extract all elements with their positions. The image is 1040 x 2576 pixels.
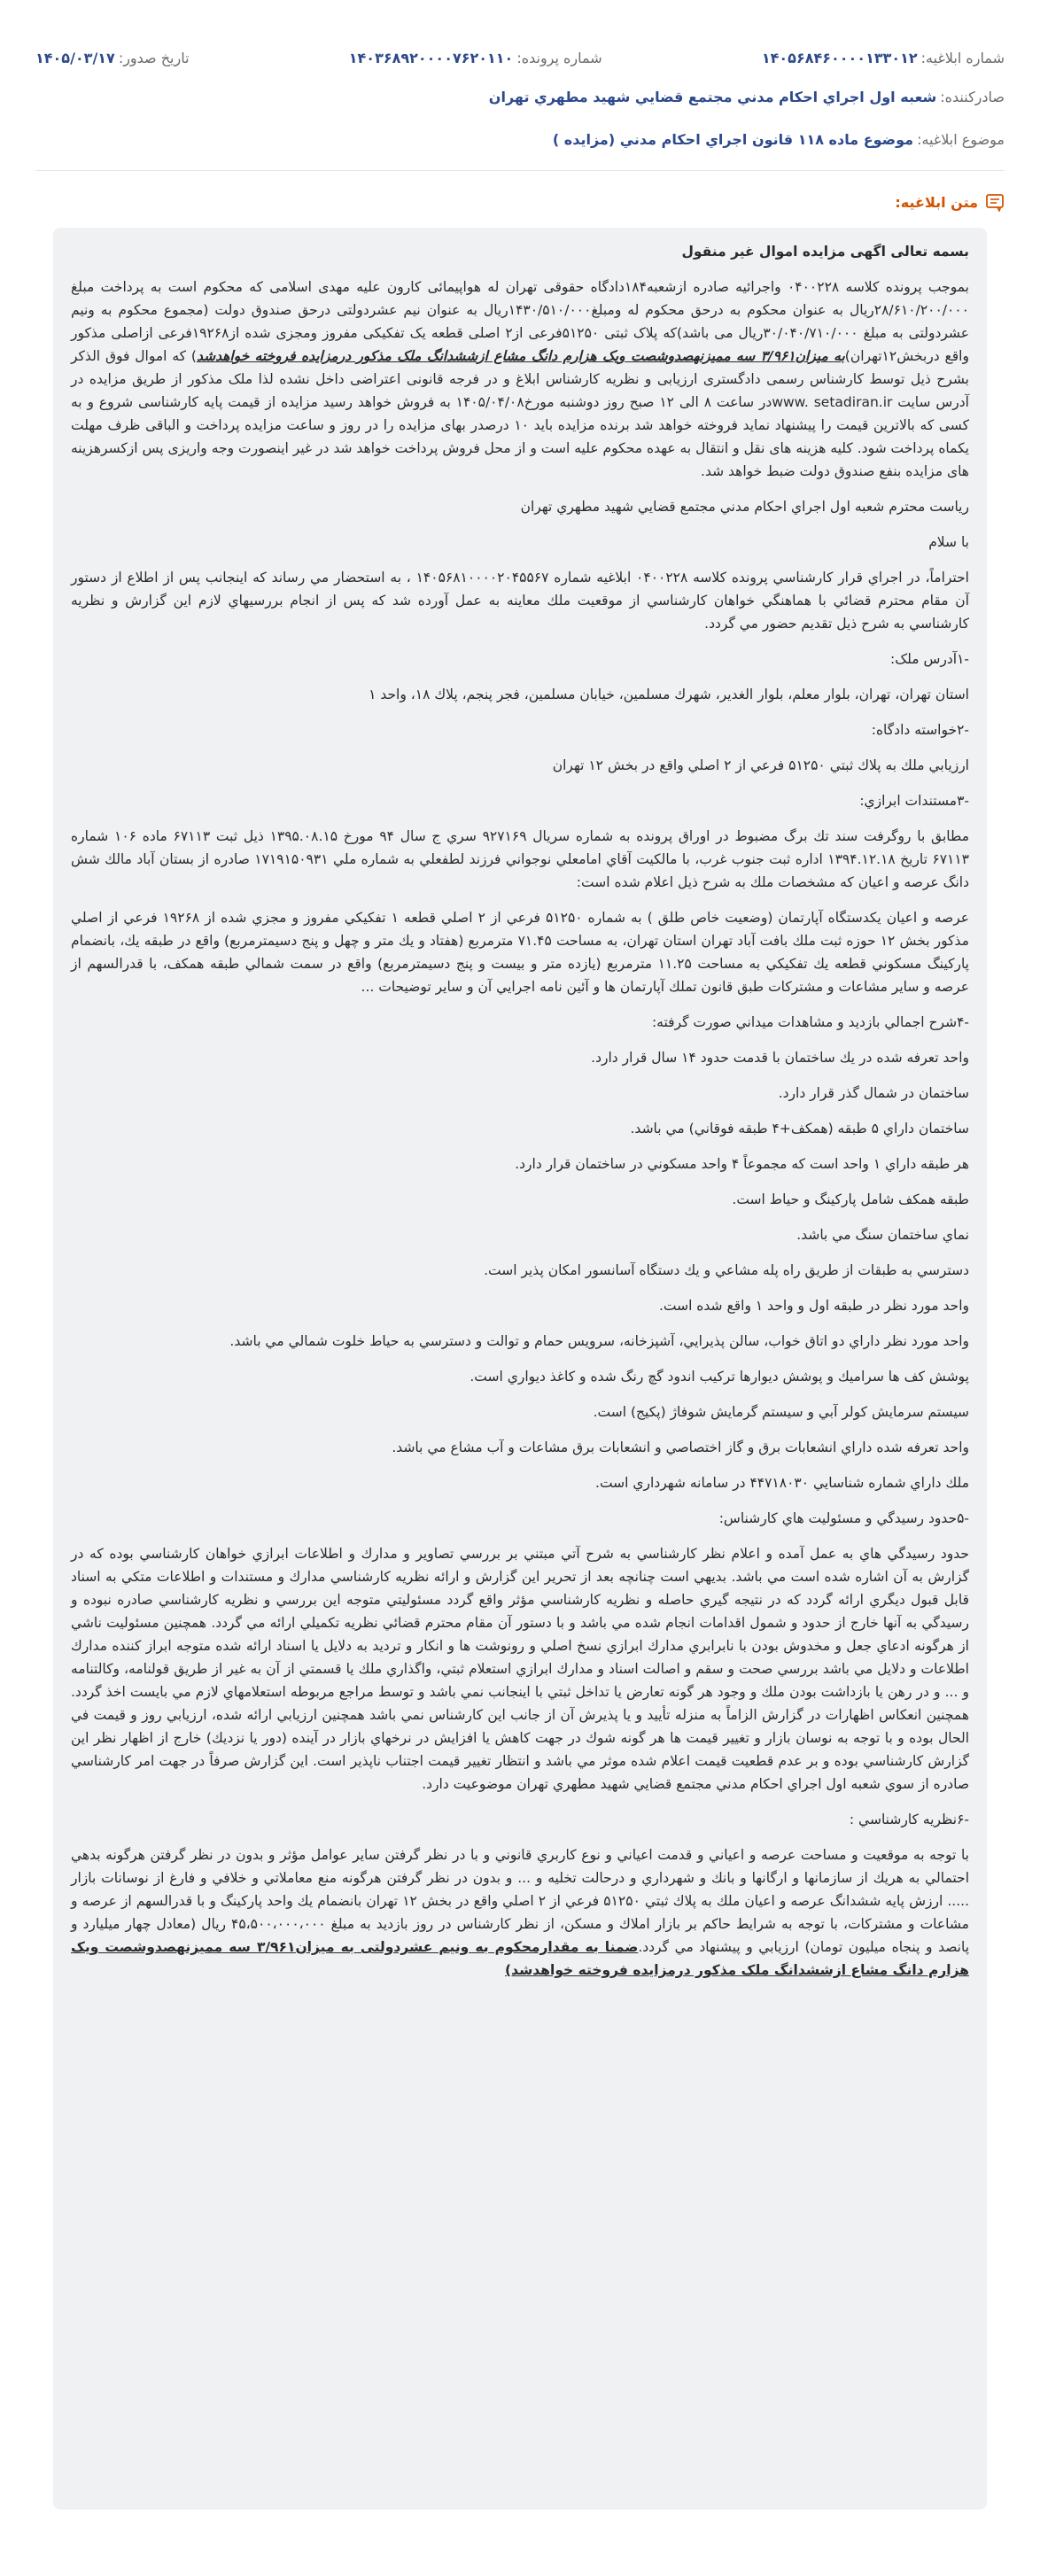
paragraph: استان تهران، تهران، بلوار معلم، بلوار الغدير، شهرك مسلمين، خيابان مسلمين، فجر پنجم، پلاك ۱۸، واحد ۱ xyxy=(369,687,969,702)
list-item: واحد تعرفه شده در يك ساختمان با قدمت حدود ۱۴ سال قرار دارد. xyxy=(591,1050,969,1066)
case-number-value: ۱۴۰۳۶۸۹۲۰۰۰۰۷۶۲۰۱۱۰ xyxy=(348,49,514,66)
issue-date-label: تاريخ صدور: xyxy=(118,49,190,66)
issuer-label: صادرکننده: xyxy=(940,89,1005,105)
auction-share-emphasis: به میزان۳/۹۶۱ سه ممیزنهصدوشصت ویک هزارم دانگ مشاع ازششدانگ ملک مذکور درمزایده فروخته خواهدشد xyxy=(196,348,845,364)
section-heading: -۵حدود رسيدگي و مسئوليت هاي كارشناس: xyxy=(718,1510,969,1526)
paragraph: احتراماً، در اجراي قرار كارشناسي پرونده كلاسه ۰۴۰۰۲۲۸ ابلاغيه شماره ۱۴۰۵۶۸۱۰۰۰۰۲۰۴۵۵۶۷ ، به استحضار مي رساند كه اينجانب پس از اطلاع از دستور آن مقام محترم قضائي با هماهنگي خواهان كارشناسي از موقعيت ملك معاينه به عمل آورده شد كه پس از انجام بررسيهاي لازم اين گزارش و نظريه كارشناسي به شرح ذيل تقديم حضور مي گردد. xyxy=(71,570,969,632)
issue-date xyxy=(35,50,190,66)
notice-number-label: شماره ابلاغيه: xyxy=(920,49,1005,66)
section-heading: -۲خواسته دادگاه: xyxy=(871,722,969,738)
notice-title: متن ابلاغيه: xyxy=(895,193,978,211)
list-item: ساختمان در شمال گذر قرار دارد. xyxy=(778,1085,969,1101)
section-heading: -۱آدرس ملک: xyxy=(890,651,969,667)
list-item: سيستم سرمايش كولر آبي و سيستم گرمايش شوفاژ (پكيج) است. xyxy=(593,1404,969,1420)
issuer-row xyxy=(35,89,1005,112)
meta-row xyxy=(35,46,1005,69)
list-item: هر طبقه داراي ۱ واحد است كه مجموعاً ۴ واحد مسكوني در ساختمان قرار دارد. xyxy=(515,1156,969,1172)
case-number xyxy=(349,50,602,66)
case-number-label: شماره پرونده: xyxy=(516,49,602,66)
subject-row xyxy=(35,131,1005,154)
paragraph: ارزيابي ملك به پلاك ثبتي ۵۱۲۵۰ فرعي از ۲ اصلي واقع در بخش ۱۲ تهران xyxy=(552,757,969,773)
paragraph: با توجه به موقعيت و مساحت عرصه و اعياني و قدمت اعياني و نوع كاربري قانوني و با در نظر گرفتن ساير عوامل مؤثر و بدون در نظر گرفتن هرگونه بدهي احتمالي به هريك از سازمانها و ارگانها و بانك و شهرداري و درحالت تخليه و ... و بدون در نظر گرفتن هرگونه منع معاملاتي و خلافي و فارغ از نوسانات بازار ..... ارزش پايه ششدانگ عرصه و اعيان ملك به پلاك ثبتي ۵۱۲۵۰ فرعي از ۲ اصلي واقع در بخش ۱۲ تهران بانضمام يك واحد پاركينگ و با قدرالسهم از عرصه و مشاعات و مشتركات، با توجه به شرايط حاكم بر بازار املاك و مسكن، از نظر كارشناس در روز بازديد به مبلغ ۴۵،۵۰۰،۰۰۰،۰۰۰ ريال (معادل چهار ميليارد و پانصد و پنجاه ميليون تومان) ارزيابي و پيشنهاد مي گردد.ضمنا به مقدارمحکوم به ونیم عشردولتی به میزان۳/۹۶۱ سه ممیزنهصدوشصت ویک هزارم دانگ مشاع ازششدانگ ملک مذکور درمزایده فروخته خواهدشد) xyxy=(71,1847,970,1978)
list-item: نماي ساختمان سنگ مي باشد. xyxy=(796,1227,969,1243)
paragraph: مطابق با روگرفت سند تك برگ مضبوط در اوراق پرونده به شماره سريال ۹۲۷۱۶۹ سري ج سال ۹۴ مورخ ۱۳۹۵.۰۸.۱۵ ذيل ثبت ۶۷۱۱۳ ماده ۱۰۶ شماره ۶۷۱۱۳ تاريخ ۱۳۹۴.۱۲.۱۸ اداره ثبت جنوب غرب، با مالكيت آقاي امامعلي نوجواني فرزند لطفعلي به شماره ملي ۱۷۱۹۱۵۰۹۳۱ صادره از بستان آباد مالك شش دانگ عرصه و اعيان كه مشخصات ملك به شرح ذيل اعلام شده است: xyxy=(71,828,970,890)
paragraph: بسمه تعالی اگهی مزایده اموال غیر منقول xyxy=(681,244,969,260)
notice-body xyxy=(53,228,987,2510)
list-item: واحد مورد نظر در طبقه اول و واحد ۱ واقع شده است. xyxy=(658,1298,969,1314)
header-divider xyxy=(35,170,1005,171)
paragraph: عرصه و اعيان يكدستگاه آپارتمان (وضعيت خاص طلق ) به شماره ۵۱۲۵۰ فرعي از ۲ اصلي قطعه ۱ تفكيكي مفروز و مجزي شده از ۱۹۲۶۸ فرعي از اصلي مذكور بخش ۱۲ حوزه ثبت ملك بافت آباد تهران استان تهران، به مساحت ۷۱.۴۵ مترمربع (هفتاد و يك متر و چهل و پنج دسيمترمربع) واقع در طبقه يك، بانضمام پاركينگ مسكوني قطعه يك تفكيكي به مساحت ۱۱.۲۵ مترمربع (يازده متر و بيست و پنج دسيمترمربع) واقع در سمت شمالي طبقه همكف، با قدرالسهم از عرصه و ساير مشاعات و مشتركات طبق قانون تملك آپارتمان ها و آئين نامه اجرايي آن و ساير توضيحات ... xyxy=(71,910,969,995)
list-item: ملك داراي شماره شناسايي ۴۴۷۱۸۰۳۰ در سامانه شهرداري است. xyxy=(595,1475,969,1491)
paragraph: رياست محترم شعبه اول اجراي احكام مدني مجتمع قضايي شهيد مطهري تهران xyxy=(520,499,969,515)
paragraph: بموجب پرونده کلاسه ۰۴۰۰۲۲۸ واجرائیه صادره ازشعبه۱۸۴دادگاه حقوقی تهران له هواپیمائی کارون علیه مهدی اسلامی که محکوم است به پرداخت مبلغ ۲۸/۶۱۰/۲۰۰/۰۰۰ریال به عنوان محکوم به درحق محکوم له ومبلغ۱۴۳۰/۵۱۰/۰۰۰ریال به عنوان نیم عشردولتی درحق صندوق دولت (مجموع محکوم به ونیم عشردولتی به مبلغ ۳۰/۰۴۰/۷۱۰/۰۰۰ریال می باشد)که پلاک ثبتی ۵۱۲۵۰فرعی از۲ اصلی قطعه یک تفکیکی مفروز ومجزی شده از۱۹۲۶۸فرعی ازاصلی مذکور واقع دربخش۱۲تهران)به میزان۳/۹۶۱ سه ممیزنهصدوشصت ویک هزارم دانگ مشاع ازششدانگ ملک مذکور درمزایده فروخته خواهدشد) که اموال فوق الذکر بشرح ذیل توسط کارشناس رسمی دادگستری ارزیابی و نظریه کارشناس ابلاغ و در فرجه قانونی اعتراضی داخل نشده لذا ملک مذکور از طریق مزایده در آدرس سایت www. setadiran.irدر ساعت ۸ الی ۱۲ صبح روز دوشنبه مورخ۱۴۰۵/۰۴/۰۸ به فروش خواهد رسید مزایده از قیمت پایه کارشناسی شروع و به کسی که بالاترین قیمت را پیشنهاد نماید فروخته خواهد شد برنده مزایده باید ۱۰ درصدر بهای مزایده را در روز و ساعت مزایده پرداخت و الباقی ظرف مهلت یکماه پرداخت شود. کلیه هزینه های نقل و انتقال به عهده محکوم علیه است و از محل فروش پرداخت خواهد شد در غیر اینصورت وجه واریزی پس ازکسرهزینه های مزایده بنفع صندوق دولت ضبط خواهد شد. xyxy=(71,279,969,479)
list-item: واحد مورد نظر داراي دو اتاق خواب، سالن پذيرايي، آشپزخانه، سرويس حمام و توالت و دسترسي به حياط خلوت شمالي مي باشد. xyxy=(229,1333,969,1349)
subject-label: موضوع ابلاغيه: xyxy=(917,131,1005,148)
paragraph: حدود رسيدگي هاي به عمل آمده و اعلام نظر كارشناسي به شرح آتي مبتني بر بررسي تصاوير و مدارك و اطلاعات ابرازي خواهان كارشناسي بوده كه در گزارش به آن اشاره شده است مي باشد. بديهي است چنانچه بعد از تحرير اين گزارش و ارائه نظريه كارشناسي مدارك و مستندات و اطلاعات متكي به اسناد قابل قبول ديگري ارائه گردد كه در نتيجه گيري حاصله و نظريه كارشناسي مؤثر واقع گردد مسئوليتي متوجه اين بررسي و نظريه كارشناسي صادره نبوده و رسيدگي به آنها خارج از حدود و شمول اقدامات انجام شده مي باشد و با دستور آن مقام محترم قضائي نظريه تكميلي ارائه مي گردد. همچنين مسئوليت ناشي از هرگونه ادعاي جعل و مخدوش بودن با نابرابري مدارك ابرازي نسخ اصلي و رونوشت ها و انكار و ترديد به دلايل يا اسناد ارائه شده متوجه ابراز كننده مدارك اطلاعات و دلايل مي باشد بررسي صحت و سقم و اصالت اسناد و مدارك ابرازي استعلام ثبتي، واگذاري ملك يا قسمتي از آن به غير از طريق قولنامه، وكالتنامه و ... و در رهن يا بازداشت بودن ملك و وجود هر گونه تعارض يا تداخل ثبتي با اينجانب نمي باشد و توسط مراجع مربوطه استعلامهاي لازم مي بايست اخذ گردد. همچنين انعكاس اظهارات در گزارش الزاماً به منزله تأييد و يا پذيرش آن از جانب اين كارشناس نمي باشد همچنين ارزيابي ارائه شده، ارزيابي روز و قيمت في الحال بوده و با توجه به نوسان بازار و تغيير قيمت ها هر گونه شوك در جهت كاهش يا افزايش در نرخهاي بازار در آينده (دور يا نزديك) خارج از اظهار نظر اين گزارش كارشناسي بوده و بر عدم قطعيت قيمت اعلام شده موثر مي باشد و انتظار تغيير قيمت اجتناب ناپذير است. اين گزارش صرفاً در جهت امر كارشناسي صادره از سوي شعبه اول اجراي احكام مدني مجتمع قضايي شهيد مطهري تهران موضوعيت دارد. xyxy=(71,1546,969,1792)
list-item: واحد تعرفه شده داراي انشعابات برق و گاز اختصاصي و انشعابات برق مشاعات و آب مشاع مي باشد. xyxy=(392,1439,969,1455)
paragraph: با سلام xyxy=(928,534,969,550)
notice-header xyxy=(0,0,1040,154)
list-item: طبقه همكف شامل پاركينگ و حياط است. xyxy=(732,1191,969,1207)
subject-value: موضوع ماده ۱۱۸ قانون اجراي احکام مدني (مزايده ) xyxy=(552,131,914,148)
section-heading: -۳مستندات ابرازي: xyxy=(859,793,969,809)
issuer-value: شعبه اول اجراي احكام مدني مجتمع قضايي شهيد مطهري تهران xyxy=(488,89,937,105)
document-icon xyxy=(985,192,1005,212)
list-item: دسترسي به طبقات از طريق راه پله مشاعي و يك دستگاه آسانسور امكان پذير است. xyxy=(484,1262,969,1278)
final-share-emphasis: ضمنا به مقدارمحکوم به ونیم عشردولتی به میزان۳/۹۶۱ سه ممیزنهصدوشصت ویک هزارم دانگ مشاع ازششدانگ ملک مذکور درمزایده فروخته خواهدشد) xyxy=(71,1939,969,1978)
list-item: پوشش كف ها سراميك و پوشش ديوارها تركيب اندود گچ رنگ شده و كاغذ ديواري است. xyxy=(470,1369,969,1385)
section-heading: -۴شرح اجمالي بازديد و مشاهدات ميداني صورت گرفته: xyxy=(651,1014,969,1030)
section-heading: -۶نظريه كارشناسي : xyxy=(849,1812,969,1827)
issue-date-value: ۱۴۰۵/۰۳/۱۷ xyxy=(35,49,115,66)
notice-title-row xyxy=(35,189,1005,215)
notice-number xyxy=(762,50,1005,66)
notice-number-value: ۱۴۰۵۶۸۴۶۰۰۰۰۱۳۳۰۱۲ xyxy=(761,49,918,66)
list-item: ساختمان داراي ۵ طبقه (همكف+۴ طبقه فوقاني) مي باشد. xyxy=(630,1121,969,1137)
